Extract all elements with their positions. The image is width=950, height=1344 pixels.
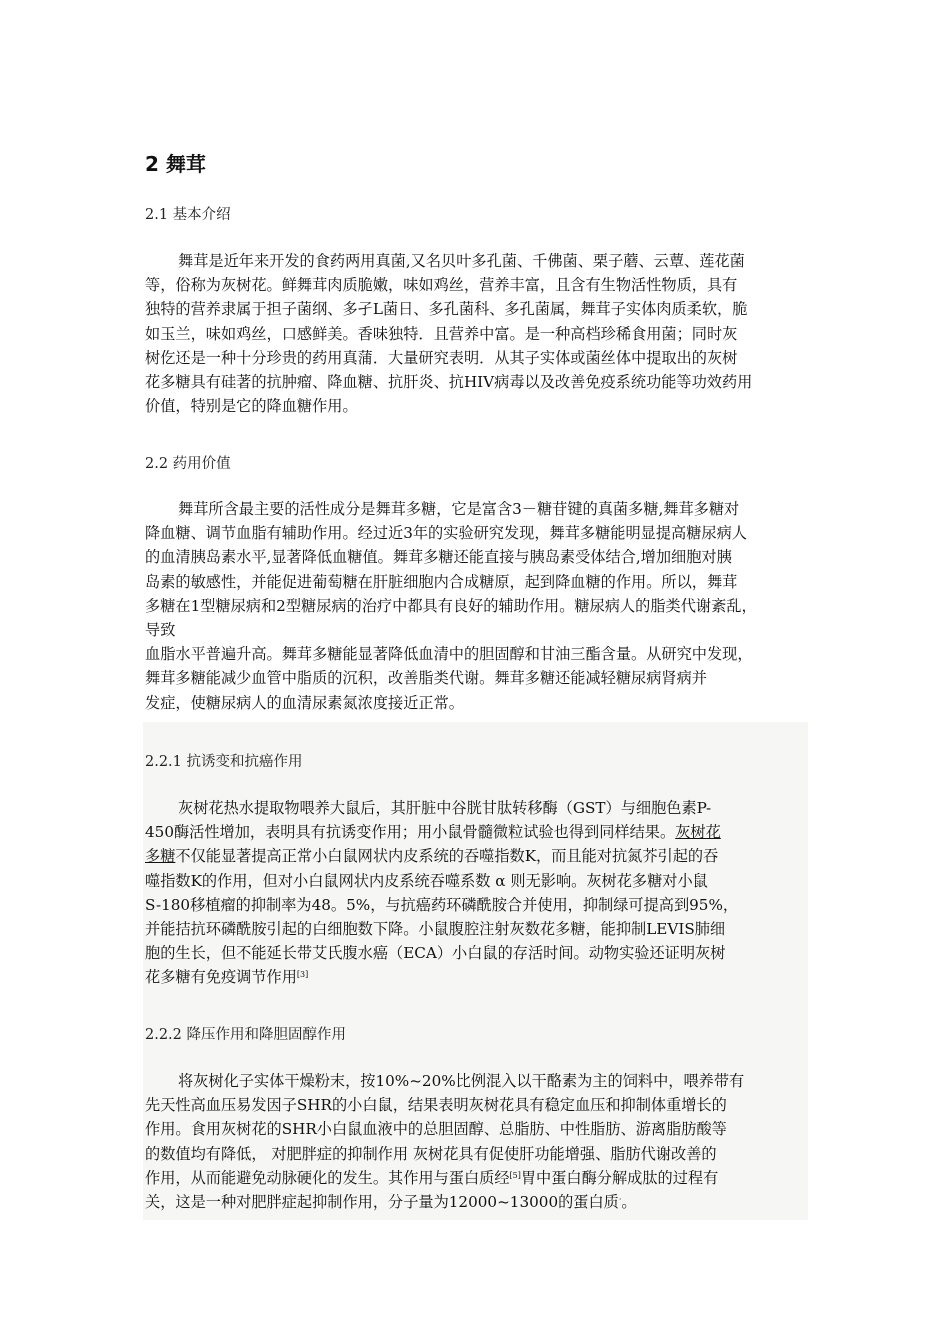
text-line: 导致 (145, 620, 176, 639)
text-line: 发症，使糖尿病人的血清尿素氮浓度接近正常。 (145, 693, 464, 712)
text-line: 的血清胰岛素水平,显著降低血糖值。舞茸多糖还能直接与胰岛素受体结合,增加细胞对胰 (145, 548, 732, 567)
text-span: 作用，从而能避免动脉硬化的发生。其作用与蛋白质经 (145, 1168, 510, 1187)
text-line: 岛素的敏感性，并能促进葡萄糖在肝脏细胞内合成糖原，起到降血糖的作用。所以，舞茸 (145, 572, 738, 591)
text-line: 将灰树化子实体干燥粉末，按10%~20%比例混入以干酪素为主的饲料中，喂养带有 (178, 1072, 745, 1090)
heading-2-1: 2.1 基本介绍 (145, 207, 231, 223)
text-line: 降血糖、调节血脂有辅助作用。经过近3年的实验研究发现，舞茸多糖能明显提高糖尿病人 (145, 524, 747, 543)
text-line: 如玉兰，味如鸡丝，口感鲜美。香味独特．且营养中富。是一种高档珍稀食用菌；同时灰 (145, 324, 738, 343)
text-line (145, 1190, 810, 1214)
heading-2-2: 2.2 药用价值 (145, 456, 231, 472)
heading-2-2-1: 2.2.1 抗诱变和抗癌作用 (145, 754, 303, 770)
text-line: 舞茸所含最主要的活性成分是舞茸多糖，它是富含3－糖苷键的真菌多糖,舞茸多糖对 (178, 500, 740, 518)
text-span: 。 (621, 1192, 637, 1211)
paragraph-2-2-2 (145, 1069, 810, 1214)
paragraph-2-2 (145, 497, 810, 715)
text-line: 的数值均有降低， 对肥胖症的抑制作用 灰树花具有促使肝功能增强、脂肪代谢改善的 (145, 1144, 717, 1163)
paragraph-2-2-1 (145, 796, 810, 990)
text-line: 血脂水平普遍升高。舞茸多糖能显著降低血清中的胆固醇和甘油三酯含量。从研究中发现， (145, 645, 753, 664)
text-line: 作用。食用灰树花的SHR小白鼠血液中的总胆固醇、总脂肪、中性脂肪、游离脂肪酸等 (145, 1120, 727, 1139)
text-line: 价值，特别是它的降血糖作用。 (145, 397, 358, 416)
text-line (145, 965, 810, 989)
text-line (145, 844, 810, 868)
text-line: 等，俗称为灰树花。鲜舞茸肉质脆嫩，味如鸡丝，营养丰富，且含有生物活性物质，具有 (145, 276, 738, 295)
text-line: 花多糖具有硅著的抗肿瘤、降血糖、抗肝炎、抗HIV病毒以及改善免疫系统功能等功效药用 (145, 372, 753, 391)
text-line: 胞的生长，但不能延长带艾氏腹水癌（ECA）小白鼠的存活时间。动物实验还证明灰树 (145, 944, 726, 963)
text-line: S-180移植瘤的抑制率为48。5%，与抗癌药环磷酰胺合并使用，抑制绿可提高到95%， (145, 895, 739, 914)
text-span: 不仅能显著提高正常小白鼠网状内皮系统的吞噬指数K，而且能对抗氮芥引起的吞 (175, 847, 719, 866)
text-span: 花多糖有免疫调节作用 (145, 968, 297, 987)
citation-ref: [5] (509, 1170, 521, 1180)
text-line: 独特的营养隶属于担子菌纲、多孑L菌日、多孔菌科、多孔菌属，舞茸子实体肉质柔软，脆 (145, 300, 748, 319)
text-line (145, 1166, 810, 1190)
text-line: 先天性高血压易发因子SHR的小白鼠，结果表明灰树花具有稳定血压和抑制体重增长的 (145, 1096, 727, 1115)
underlined-term: 灰树花 (675, 823, 721, 842)
heading-2-2-2: 2.2.2 降压作用和降胆固醇作用 (145, 1027, 347, 1043)
text-line: 灰树花热水提取物喂养大鼠后，其肝脏中谷胱甘肽转移酶（GST）与细胞色素P- (178, 799, 712, 817)
paragraph-2-1 (145, 249, 810, 418)
text-line (145, 820, 810, 844)
section-title: 2 舞茸 (145, 152, 206, 176)
text-line: 舞茸是近年来开发的食药两用真菌,又名贝叶多孔菌、千佛菌、栗子蘑、云蕈、莲花菌 (178, 252, 745, 270)
text-span: 450酶活性增加，表明具有抗诱变作用；用小鼠骨髓微粒试验也得到同样结果。 (145, 823, 676, 842)
text-line: 并能拮抗环磷酰胺引起的白细胞数下降。小鼠腹腔注射灰数花多糖，能抑制LEVIS肺细 (145, 919, 726, 938)
underlined-term: 多糖 (145, 847, 176, 866)
text-line: 多糖在1型糖尿病和2型糖尿病的治疗中都具有良好的辅助作用。糖尿病人的脂类代谢紊乱， (145, 596, 757, 615)
citation-ref: [3] (296, 970, 309, 980)
text-line: 舞茸多糖能减少血管中脂质的沉积，改善脂类代谢。舞茸多糖还能减轻糖尿病肾病并 (145, 669, 707, 688)
text-span: 关，这是一种对肥胖症起抑制作用，分子量为12000~13000的蛋白质 (145, 1192, 619, 1211)
text-span: 胃中蛋白酶分解成肽的过程有 (520, 1168, 719, 1187)
text-line: 噬指数K的作用，但对小白鼠网状内皮系统吞噬系数 α 则无影响。灰树花多糖对小鼠 (145, 871, 708, 890)
text-line: 树仡还是一种十分珍贵的药用真蒲．大量研究表明．从其子实体或菌丝体中提取出的灰树 (145, 348, 738, 367)
superscript-dot: · (618, 1194, 622, 1204)
